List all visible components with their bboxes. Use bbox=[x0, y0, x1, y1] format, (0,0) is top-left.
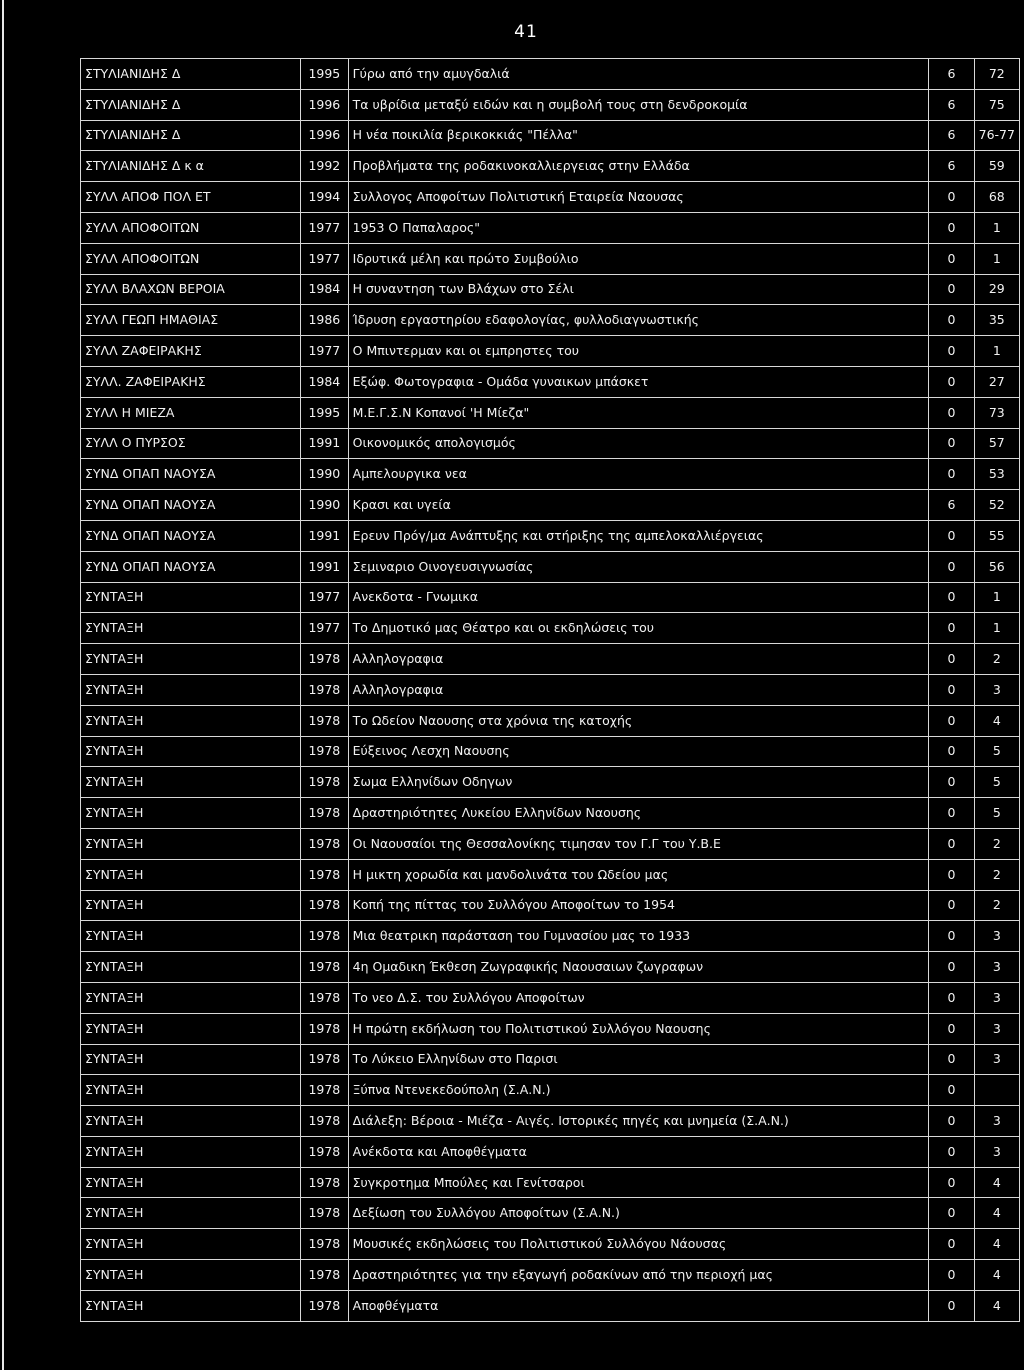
year-cell: 1978 bbox=[301, 1075, 349, 1106]
title-cell: Το Ωδείον Ναουσης στα χρόνια της κατοχής bbox=[348, 705, 929, 736]
title-cell: Κοπή της πίττας του Συλλόγου Αποφοίτων το 1954 bbox=[348, 890, 929, 921]
page-cell: 29 bbox=[974, 274, 1019, 305]
volume-cell: 0 bbox=[929, 459, 974, 490]
volume-cell: 6 bbox=[929, 120, 974, 151]
volume-cell: 0 bbox=[929, 1075, 974, 1106]
title-cell: Οι Ναουσαίοι της Θεσσαλονίκης τιμησαν τον Γ.Γ του Υ.Β.Ε bbox=[348, 828, 929, 859]
year-cell: 1995 bbox=[301, 397, 349, 428]
year-cell: 1978 bbox=[301, 736, 349, 767]
year-cell: 1990 bbox=[301, 459, 349, 490]
year-cell: 1978 bbox=[301, 890, 349, 921]
author-cell: ΣΤΥΛΙΑΝΙΔΗΣ Δ bbox=[81, 59, 301, 90]
author-cell: ΣΥΝΤΑΞΗ bbox=[81, 1229, 301, 1260]
page-cell: 3 bbox=[974, 921, 1019, 952]
page-cell: 1 bbox=[974, 243, 1019, 274]
title-cell: Σωμα Ελληνίδων Οδηγων bbox=[348, 767, 929, 798]
author-cell: ΣΥΝΤΑΞΗ bbox=[81, 767, 301, 798]
year-cell: 1992 bbox=[301, 151, 349, 182]
title-cell: Αλληλογραφια bbox=[348, 674, 929, 705]
year-cell: 1978 bbox=[301, 1260, 349, 1291]
author-cell: ΣΥΝΤΑΞΗ bbox=[81, 674, 301, 705]
volume-cell: 6 bbox=[929, 490, 974, 521]
table-row bbox=[81, 336, 1020, 367]
year-cell: 1978 bbox=[301, 1136, 349, 1167]
title-cell: Το Λύκειο Ελληνίδων στο Παρισι bbox=[348, 1044, 929, 1075]
page-cell: 4 bbox=[974, 1167, 1019, 1198]
table-row bbox=[81, 490, 1020, 521]
page-cell: 3 bbox=[974, 674, 1019, 705]
table-row bbox=[81, 59, 1020, 90]
table-row bbox=[81, 151, 1020, 182]
page-cell bbox=[974, 1075, 1019, 1106]
page-cell: 1 bbox=[974, 613, 1019, 644]
year-cell: 1977 bbox=[301, 336, 349, 367]
table-row bbox=[81, 1044, 1020, 1075]
volume-cell: 0 bbox=[929, 982, 974, 1013]
table-row bbox=[81, 212, 1020, 243]
table-row bbox=[81, 397, 1020, 428]
author-cell: ΣΥΝΤΑΞΗ bbox=[81, 1044, 301, 1075]
author-cell: ΣΤΥΛΙΑΝΙΔΗΣ Δ κ α bbox=[81, 151, 301, 182]
title-cell: Ανέκδοτα και Αποφθέγματα bbox=[348, 1136, 929, 1167]
year-cell: 1978 bbox=[301, 1167, 349, 1198]
page-cell: 73 bbox=[974, 397, 1019, 428]
volume-cell: 0 bbox=[929, 366, 974, 397]
page-cell: 3 bbox=[974, 1136, 1019, 1167]
author-cell: ΣΥΛΛ ΖΑΦΕΙΡΑΚΗΣ bbox=[81, 336, 301, 367]
author-cell: ΣΥΝΔ ΟΠΑΠ ΝΑΟΥΣΑ bbox=[81, 551, 301, 582]
table-row bbox=[81, 798, 1020, 829]
page-cell: 2 bbox=[974, 828, 1019, 859]
volume-cell: 0 bbox=[929, 921, 974, 952]
title-cell: Το νεο Δ.Σ. του Συλλόγου Αποφοίτων bbox=[348, 982, 929, 1013]
title-cell: Ο Μπιντερμαν και οι εμπρηστες του bbox=[348, 336, 929, 367]
author-cell: ΣΥΝΤΑΞΗ bbox=[81, 582, 301, 613]
year-cell: 1978 bbox=[301, 1198, 349, 1229]
title-cell: 1953 Ο Παπαλαρος" bbox=[348, 212, 929, 243]
index-table-body bbox=[81, 59, 1020, 1322]
table-row bbox=[81, 89, 1020, 120]
author-cell: ΣΥΝΤΑΞΗ bbox=[81, 890, 301, 921]
table-row bbox=[81, 736, 1020, 767]
title-cell: Συλλογος Αποφοίτων Πολιτιστική Εταιρεία Ναουσας bbox=[348, 182, 929, 213]
page-cell: 59 bbox=[974, 151, 1019, 182]
page-cell: 75 bbox=[974, 89, 1019, 120]
year-cell: 1978 bbox=[301, 767, 349, 798]
author-cell: ΣΥΝΔ ΟΠΑΠ ΝΑΟΥΣΑ bbox=[81, 490, 301, 521]
author-cell: ΣΥΝΤΑΞΗ bbox=[81, 644, 301, 675]
volume-cell: 0 bbox=[929, 305, 974, 336]
page-cell: 4 bbox=[974, 705, 1019, 736]
year-cell: 1978 bbox=[301, 705, 349, 736]
title-cell: Εύξεινος Λεσχη Ναουσης bbox=[348, 736, 929, 767]
author-cell: ΣΥΝΤΑΞΗ bbox=[81, 613, 301, 644]
title-cell: Διάλεξη: Βέροια - Μιέζα - Αιγές. Ιστορικές πηγές και μνημεία (Σ.Α.Ν.) bbox=[348, 1106, 929, 1137]
page-cell: 56 bbox=[974, 551, 1019, 582]
author-cell: ΣΥΝΤΑΞΗ bbox=[81, 798, 301, 829]
title-cell: Το Δημοτικό μας Θέατρο και οι εκδηλώσεις του bbox=[348, 613, 929, 644]
table-row bbox=[81, 1229, 1020, 1260]
volume-cell: 6 bbox=[929, 59, 974, 90]
author-cell: ΣΥΛΛ ΑΠΟΦ ΠΟΛ ΕΤ bbox=[81, 182, 301, 213]
table-row bbox=[81, 644, 1020, 675]
volume-cell: 0 bbox=[929, 644, 974, 675]
author-cell: ΣΥΛΛ Η ΜΙΕΖΑ bbox=[81, 397, 301, 428]
page-cell: 5 bbox=[974, 767, 1019, 798]
volume-cell: 0 bbox=[929, 1013, 974, 1044]
page-cell: 5 bbox=[974, 798, 1019, 829]
title-cell: Μουσικές εκδηλώσεις του Πολιτιστικού Συλλόγου Νάουσας bbox=[348, 1229, 929, 1260]
table-row bbox=[81, 1167, 1020, 1198]
title-cell: Η νέα ποικιλία βερικοκκιάς "Πέλλα" bbox=[348, 120, 929, 151]
title-cell: Τα υβρίδια μεταξύ ειδών και η συμβολή τους στη δενδροκομία bbox=[348, 89, 929, 120]
year-cell: 1978 bbox=[301, 1229, 349, 1260]
table-row bbox=[81, 1106, 1020, 1137]
page-cell: 1 bbox=[974, 336, 1019, 367]
page-cell: 1 bbox=[974, 582, 1019, 613]
author-cell: ΣΥΝΤΑΞΗ bbox=[81, 1136, 301, 1167]
volume-cell: 0 bbox=[929, 798, 974, 829]
title-cell: Γύρω από την αμυγδαλιά bbox=[348, 59, 929, 90]
volume-cell: 0 bbox=[929, 182, 974, 213]
title-cell: Δραστηριότητες για την εξαγωγή ροδακίνων από την περιοχή μας bbox=[348, 1260, 929, 1291]
author-cell: ΣΥΛΛ ΒΛΑΧΩΝ ΒΕΡΟΙΑ bbox=[81, 274, 301, 305]
title-cell: Ξύπνα Ντενεκεδούπολη (Σ.Α.Ν.) bbox=[348, 1075, 929, 1106]
page-cell: 53 bbox=[974, 459, 1019, 490]
title-cell: Συγκροτημα Μπούλες και Γενίτσαροι bbox=[348, 1167, 929, 1198]
author-cell: ΣΥΝΤΑΞΗ bbox=[81, 859, 301, 890]
author-cell: ΣΥΝΤΑΞΗ bbox=[81, 952, 301, 983]
title-cell: Σεμιναριο Οινογευσιγνωσίας bbox=[348, 551, 929, 582]
table-row bbox=[81, 828, 1020, 859]
year-cell: 1977 bbox=[301, 582, 349, 613]
author-cell: ΣΥΝΔ ΟΠΑΠ ΝΑΟΥΣΑ bbox=[81, 459, 301, 490]
volume-cell: 0 bbox=[929, 828, 974, 859]
year-cell: 1991 bbox=[301, 551, 349, 582]
page-cell: 3 bbox=[974, 952, 1019, 983]
volume-cell: 0 bbox=[929, 274, 974, 305]
page-cell: 1 bbox=[974, 212, 1019, 243]
table-row bbox=[81, 243, 1020, 274]
volume-cell: 0 bbox=[929, 952, 974, 983]
volume-cell: 0 bbox=[929, 1290, 974, 1321]
title-cell: Μια θεατρικη παράσταση του Γυμνασίου μας το 1933 bbox=[348, 921, 929, 952]
table-row bbox=[81, 1260, 1020, 1291]
page-number: 41 bbox=[514, 22, 538, 42]
title-cell: Αποφθέγματα bbox=[348, 1290, 929, 1321]
table-row bbox=[81, 1198, 1020, 1229]
title-cell: Η μικτη χορωδία και μανδολινάτα του Ωδείου μας bbox=[348, 859, 929, 890]
page-cell: 55 bbox=[974, 520, 1019, 551]
volume-cell: 0 bbox=[929, 1198, 974, 1229]
page-cell: 72 bbox=[974, 59, 1019, 90]
year-cell: 1978 bbox=[301, 859, 349, 890]
title-cell: Εξώφ. Φωτογραφια - Ομάδα γυναικων μπάσκετ bbox=[348, 366, 929, 397]
page-cell: 4 bbox=[974, 1198, 1019, 1229]
table-row bbox=[81, 274, 1020, 305]
title-cell: Μ.Ε.Γ.Σ.Ν Κοπανοί 'Η Μίεζα" bbox=[348, 397, 929, 428]
year-cell: 1978 bbox=[301, 1013, 349, 1044]
year-cell: 1978 bbox=[301, 644, 349, 675]
table-row bbox=[81, 459, 1020, 490]
author-cell: ΣΥΛΛ. ΖΑΦΕΙΡΑΚΗΣ bbox=[81, 366, 301, 397]
year-cell: 1984 bbox=[301, 274, 349, 305]
year-cell: 1984 bbox=[301, 366, 349, 397]
table-row bbox=[81, 428, 1020, 459]
table-row bbox=[81, 767, 1020, 798]
volume-cell: 0 bbox=[929, 520, 974, 551]
year-cell: 1991 bbox=[301, 428, 349, 459]
page-cell: 2 bbox=[974, 859, 1019, 890]
author-cell: ΣΥΝΤΑΞΗ bbox=[81, 1260, 301, 1291]
table-row bbox=[81, 305, 1020, 336]
author-cell: ΣΥΛΛ ΑΠΟΦΟΙΤΩΝ bbox=[81, 212, 301, 243]
table-row bbox=[81, 613, 1020, 644]
volume-cell: 0 bbox=[929, 674, 974, 705]
volume-cell: 0 bbox=[929, 1167, 974, 1198]
page-cell: 4 bbox=[974, 1229, 1019, 1260]
author-cell: ΣΥΝΤΑΞΗ bbox=[81, 921, 301, 952]
volume-cell: 0 bbox=[929, 890, 974, 921]
volume-cell: 0 bbox=[929, 1260, 974, 1291]
year-cell: 1977 bbox=[301, 613, 349, 644]
index-table bbox=[80, 58, 1020, 1322]
table-row bbox=[81, 674, 1020, 705]
title-cell: Δραστηριότητες Λυκείου Ελληνίδων Ναουσης bbox=[348, 798, 929, 829]
volume-cell: 0 bbox=[929, 582, 974, 613]
year-cell: 1978 bbox=[301, 674, 349, 705]
year-cell: 1978 bbox=[301, 1290, 349, 1321]
author-cell: ΣΥΝΤΑΞΗ bbox=[81, 1075, 301, 1106]
year-cell: 1991 bbox=[301, 520, 349, 551]
title-cell: Ερευν Πρόγ/μα Ανάπτυξης και στήριξης της αμπελοκαλλιέργειας bbox=[348, 520, 929, 551]
year-cell: 1978 bbox=[301, 828, 349, 859]
title-cell: Ανεκδοτα - Γνωμικα bbox=[348, 582, 929, 613]
volume-cell: 0 bbox=[929, 705, 974, 736]
volume-cell: 0 bbox=[929, 551, 974, 582]
year-cell: 1995 bbox=[301, 59, 349, 90]
page-cell: 3 bbox=[974, 1106, 1019, 1137]
year-cell: 1996 bbox=[301, 120, 349, 151]
year-cell: 1977 bbox=[301, 212, 349, 243]
title-cell: Αμπελουργικα νεα bbox=[348, 459, 929, 490]
table-row bbox=[81, 120, 1020, 151]
title-cell: Αλληλογραφια bbox=[348, 644, 929, 675]
page-cell: 2 bbox=[974, 890, 1019, 921]
title-cell: Προβλήματα της ροδακινοκαλλιεργειας στην Ελλάδα bbox=[348, 151, 929, 182]
title-cell: Ιδρυτικά μέλη και πρώτο Συμβούλιο bbox=[348, 243, 929, 274]
author-cell: ΣΥΛΛ ΓΕΩΠ ΗΜΑΘΙΑΣ bbox=[81, 305, 301, 336]
author-cell: ΣΥΝΤΑΞΗ bbox=[81, 1013, 301, 1044]
table-row bbox=[81, 366, 1020, 397]
table-row bbox=[81, 1136, 1020, 1167]
page-cell: 35 bbox=[974, 305, 1019, 336]
year-cell: 1978 bbox=[301, 1044, 349, 1075]
volume-cell: 0 bbox=[929, 767, 974, 798]
year-cell: 1978 bbox=[301, 982, 349, 1013]
title-cell: Η πρώτη εκδήλωση του Πολιτιστικού Συλλόγου Ναουσης bbox=[348, 1013, 929, 1044]
page-edge-rule bbox=[2, 0, 4, 1370]
volume-cell: 0 bbox=[929, 243, 974, 274]
author-cell: ΣΥΝΔ ΟΠΑΠ ΝΑΟΥΣΑ bbox=[81, 520, 301, 551]
table-row bbox=[81, 921, 1020, 952]
author-cell: ΣΥΛΛ Ο ΠΥΡΣΟΣ bbox=[81, 428, 301, 459]
page-cell: 57 bbox=[974, 428, 1019, 459]
title-cell: Η συναντηση των Βλάχων στο Σέλι bbox=[348, 274, 929, 305]
volume-cell: 0 bbox=[929, 736, 974, 767]
table-row bbox=[81, 982, 1020, 1013]
table-row bbox=[81, 1290, 1020, 1321]
author-cell: ΣΥΝΤΑΞΗ bbox=[81, 828, 301, 859]
volume-cell: 0 bbox=[929, 212, 974, 243]
year-cell: 1978 bbox=[301, 921, 349, 952]
table-row bbox=[81, 582, 1020, 613]
author-cell: ΣΥΝΤΑΞΗ bbox=[81, 1198, 301, 1229]
author-cell: ΣΥΝΤΑΞΗ bbox=[81, 982, 301, 1013]
table-row bbox=[81, 952, 1020, 983]
volume-cell: 0 bbox=[929, 859, 974, 890]
page-cell: 2 bbox=[974, 644, 1019, 675]
author-cell: ΣΥΛΛ ΑΠΟΦΟΙΤΩΝ bbox=[81, 243, 301, 274]
author-cell: ΣΤΥΛΙΑΝΙΔΗΣ Δ bbox=[81, 120, 301, 151]
page-cell: 3 bbox=[974, 1044, 1019, 1075]
page-cell: 3 bbox=[974, 1013, 1019, 1044]
page-cell: 27 bbox=[974, 366, 1019, 397]
year-cell: 1986 bbox=[301, 305, 349, 336]
volume-cell: 0 bbox=[929, 397, 974, 428]
page-cell: 3 bbox=[974, 982, 1019, 1013]
author-cell: ΣΤΥΛΙΑΝΙΔΗΣ Δ bbox=[81, 89, 301, 120]
volume-cell: 0 bbox=[929, 1044, 974, 1075]
year-cell: 1996 bbox=[301, 89, 349, 120]
title-cell: Κρασι και υγεία bbox=[348, 490, 929, 521]
table-row bbox=[81, 859, 1020, 890]
title-cell: 4η Ομαδικη Έκθεση Ζωγραφικής Ναουσαιων ζωγραφων bbox=[348, 952, 929, 983]
author-cell: ΣΥΝΤΑΞΗ bbox=[81, 1167, 301, 1198]
table-row bbox=[81, 1013, 1020, 1044]
author-cell: ΣΥΝΤΑΞΗ bbox=[81, 736, 301, 767]
volume-cell: 0 bbox=[929, 1106, 974, 1137]
year-cell: 1990 bbox=[301, 490, 349, 521]
volume-cell: 0 bbox=[929, 1229, 974, 1260]
page-cell: 52 bbox=[974, 490, 1019, 521]
author-cell: ΣΥΝΤΑΞΗ bbox=[81, 1290, 301, 1321]
volume-cell: 0 bbox=[929, 1136, 974, 1167]
page-cell: 5 bbox=[974, 736, 1019, 767]
volume-cell: 0 bbox=[929, 336, 974, 367]
title-cell: Ίδρυση εργαστηρίου εδαφολογίας, φυλλοδιαγνωστικής bbox=[348, 305, 929, 336]
year-cell: 1994 bbox=[301, 182, 349, 213]
page-cell: 4 bbox=[974, 1260, 1019, 1291]
author-cell: ΣΥΝΤΑΞΗ bbox=[81, 1106, 301, 1137]
page-cell: 76-77 bbox=[974, 120, 1019, 151]
table-row bbox=[81, 520, 1020, 551]
year-cell: 1978 bbox=[301, 798, 349, 829]
title-cell: Οικονομικός απολογισμός bbox=[348, 428, 929, 459]
page-cell: 68 bbox=[974, 182, 1019, 213]
year-cell: 1978 bbox=[301, 1106, 349, 1137]
author-cell: ΣΥΝΤΑΞΗ bbox=[81, 705, 301, 736]
title-cell: Δεξίωση του Συλλόγου Αποφοίτων (Σ.Α.Ν.) bbox=[348, 1198, 929, 1229]
volume-cell: 0 bbox=[929, 613, 974, 644]
table-row bbox=[81, 551, 1020, 582]
page-cell: 4 bbox=[974, 1290, 1019, 1321]
volume-cell: 0 bbox=[929, 428, 974, 459]
table-row bbox=[81, 1075, 1020, 1106]
volume-cell: 6 bbox=[929, 151, 974, 182]
year-cell: 1978 bbox=[301, 952, 349, 983]
volume-cell: 6 bbox=[929, 89, 974, 120]
table-row bbox=[81, 182, 1020, 213]
year-cell: 1977 bbox=[301, 243, 349, 274]
table-row bbox=[81, 890, 1020, 921]
table-row bbox=[81, 705, 1020, 736]
